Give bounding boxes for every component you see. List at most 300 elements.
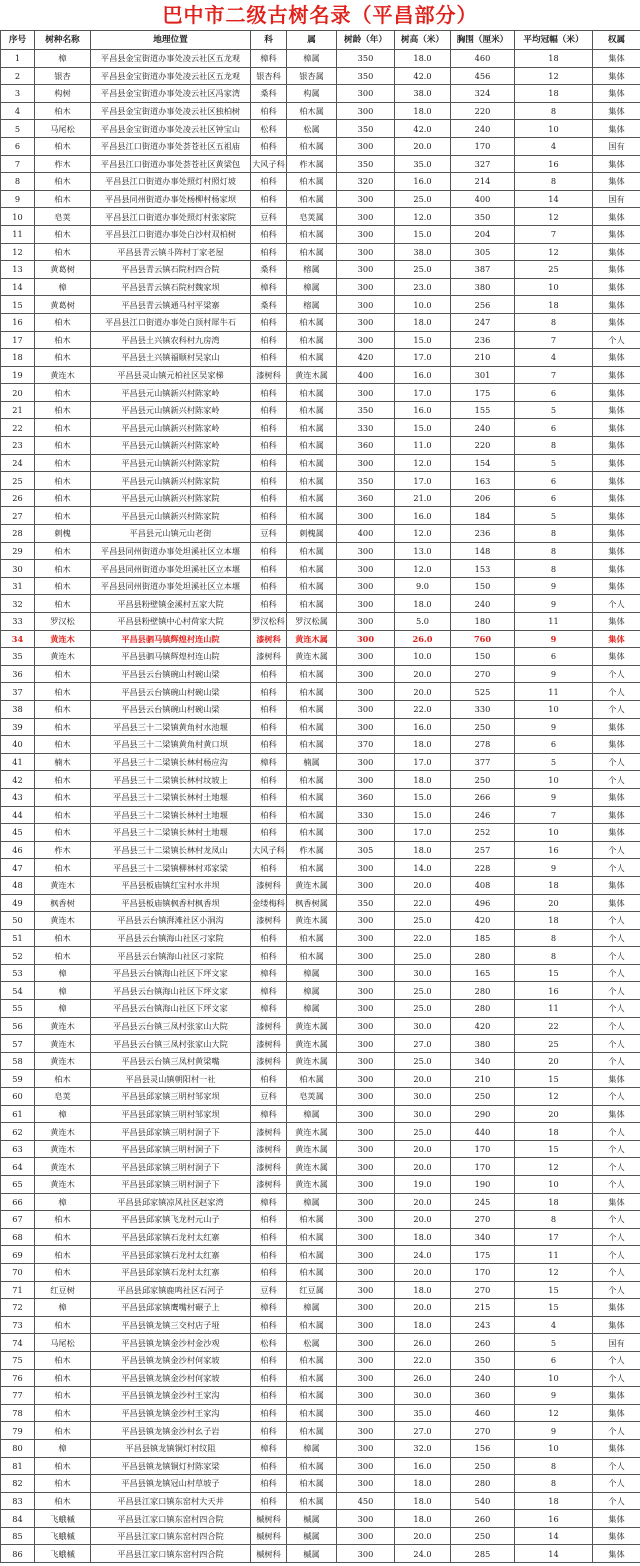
cell-ownership: 集体 [593, 876, 640, 894]
table-row [1, 225, 640, 243]
cell-height: 16.0 [395, 718, 451, 736]
cell-location: 平昌县粉壁镇金溪村五家大院 [91, 595, 251, 613]
cell-girth: 180 [451, 613, 515, 631]
cell-age: 350 [337, 401, 395, 419]
cell-ownership: 集体 [593, 50, 640, 68]
cell-age: 300 [337, 1316, 395, 1334]
cell-family: 柏科 [251, 1211, 287, 1229]
cell-ownership: 个人 [593, 595, 640, 613]
cell-genus: 松属 [287, 120, 337, 138]
cell-age: 300 [337, 683, 395, 701]
cell-age: 350 [337, 67, 395, 85]
cell-height: 16.0 [395, 366, 451, 384]
cell-height: 25.0 [395, 1123, 451, 1141]
cell-age: 300 [337, 331, 395, 349]
cell-species: 柏木 [35, 1070, 91, 1088]
cell-crown: 7 [515, 806, 593, 824]
cell-genus: 皂荚属 [287, 1088, 337, 1106]
table-row [1, 718, 640, 736]
cell-genus: 柏木属 [287, 331, 337, 349]
table-row [1, 982, 640, 1000]
cell-girth: 760 [451, 630, 515, 648]
cell-location: 平昌县三十二梁镇长林村土地堰 [91, 806, 251, 824]
cell-family: 柏科 [251, 1316, 287, 1334]
cell-location: 平昌县镇龙镇金沙村何家坡 [91, 1351, 251, 1369]
cell-ownership: 个人 [593, 1263, 640, 1281]
cell-species: 柏木 [35, 595, 91, 613]
cell-crown: 12 [515, 208, 593, 226]
cell-crown: 6 [515, 736, 593, 754]
table-row [1, 366, 640, 384]
table-row [1, 349, 640, 367]
cell-age: 300 [337, 384, 395, 402]
cell-girth: 247 [451, 313, 515, 331]
cell-height: 13.0 [395, 542, 451, 560]
cell-girth: 330 [451, 700, 515, 718]
cell-height: 23.0 [395, 278, 451, 296]
cell-genus: 柏木属 [287, 419, 337, 437]
cell-ownership: 集体 [593, 1193, 640, 1211]
cell-index: 27 [1, 507, 35, 525]
cell-genus: 柏木属 [287, 102, 337, 120]
cell-ownership: 集体 [593, 630, 640, 648]
cell-height: 27.0 [395, 1422, 451, 1440]
cell-family: 樟科 [251, 753, 287, 771]
cell-genus: 柏木属 [287, 437, 337, 455]
cell-ownership: 个人 [593, 1281, 640, 1299]
cell-location: 平昌县三十二梁镇长林村土地堰 [91, 788, 251, 806]
cell-species: 柏木 [35, 137, 91, 155]
cell-girth: 340 [451, 1052, 515, 1070]
cell-girth: 256 [451, 296, 515, 314]
cell-height: 20.0 [395, 1263, 451, 1281]
cell-location: 平昌县江家口镇东窑村大天井 [91, 1492, 251, 1510]
cell-crown: 15 [515, 1140, 593, 1158]
cell-crown: 11 [515, 683, 593, 701]
cell-location: 平昌县金宝街道办事处凌云社区钟宝山 [91, 120, 251, 138]
cell-species: 柏木 [35, 1457, 91, 1475]
cell-ownership: 集体 [593, 577, 640, 595]
table-row [1, 67, 640, 85]
cell-family: 柏科 [251, 507, 287, 525]
cell-location: 平昌县邱家镇石龙村太红寨 [91, 1246, 251, 1264]
cell-crown: 18 [515, 85, 593, 103]
cell-species: 黄连木 [35, 876, 91, 894]
cell-age: 350 [337, 120, 395, 138]
cell-age: 300 [337, 718, 395, 736]
cell-genus: 松属 [287, 1334, 337, 1352]
cell-species: 柏木 [35, 401, 91, 419]
cell-crown: 6 [515, 472, 593, 490]
table-row [1, 331, 640, 349]
cell-age: 330 [337, 419, 395, 437]
cell-height: 18.0 [395, 771, 451, 789]
cell-age: 300 [337, 1000, 395, 1018]
table-row [1, 1105, 640, 1123]
cell-crown: 4 [515, 349, 593, 367]
cell-family: 樟科 [251, 1439, 287, 1457]
cell-location: 平昌县粉壁镇中心村荷家大院 [91, 613, 251, 631]
cell-genus: 柏木属 [287, 507, 337, 525]
cell-ownership: 集体 [593, 648, 640, 666]
cell-girth: 456 [451, 67, 515, 85]
cell-height: 19.0 [395, 1176, 451, 1194]
table-row [1, 1017, 640, 1035]
header-species: 树种名称 [35, 31, 91, 50]
cell-crown: 5 [515, 507, 593, 525]
cell-location: 平昌县同州街道办事处杨柳村杨家坝 [91, 190, 251, 208]
cell-genus: 柏木属 [287, 1387, 337, 1405]
cell-age: 300 [337, 595, 395, 613]
cell-crown: 14 [515, 1527, 593, 1545]
cell-index: 40 [1, 736, 35, 754]
cell-genus: 柏木属 [287, 542, 337, 560]
cell-age: 300 [337, 824, 395, 842]
cell-ownership: 集体 [593, 261, 640, 279]
table-row [1, 788, 640, 806]
cell-genus: 樟属 [287, 50, 337, 68]
cell-height: 25.0 [395, 1000, 451, 1018]
cell-age: 300 [337, 1052, 395, 1070]
cell-height: 18.0 [395, 1475, 451, 1493]
header-age: 树龄（年） [337, 31, 395, 50]
cell-crown: 25 [515, 1035, 593, 1053]
cell-height: 15.0 [395, 419, 451, 437]
cell-species: 柏木 [35, 1246, 91, 1264]
table-row [1, 155, 640, 173]
cell-index: 38 [1, 700, 35, 718]
cell-location: 平昌县镇龙镇金沙村幺子岩 [91, 1422, 251, 1440]
cell-family: 柏科 [251, 736, 287, 754]
cell-species: 柏木 [35, 173, 91, 191]
table-row [1, 683, 640, 701]
cell-species: 构树 [35, 85, 91, 103]
cell-family: 柏科 [251, 1387, 287, 1405]
cell-location: 平昌县镇龙镇铜灯村陈家梁 [91, 1457, 251, 1475]
cell-index: 14 [1, 278, 35, 296]
cell-ownership: 集体 [593, 419, 640, 437]
cell-crown: 20 [515, 1052, 593, 1070]
cell-location: 平昌县三十二梁镇长林村坟坡上 [91, 771, 251, 789]
table-row [1, 753, 640, 771]
cell-index: 57 [1, 1035, 35, 1053]
cell-girth: 360 [451, 1387, 515, 1405]
table-row [1, 736, 640, 754]
table-row [1, 964, 640, 982]
table-row [1, 595, 640, 613]
cell-species: 刺槐 [35, 525, 91, 543]
cell-family: 柏科 [251, 1070, 287, 1088]
cell-age: 300 [337, 225, 395, 243]
cell-age: 400 [337, 366, 395, 384]
cell-crown: 10 [515, 824, 593, 842]
cell-crown: 10 [515, 1439, 593, 1457]
cell-height: 35.0 [395, 1404, 451, 1422]
table-row [1, 560, 640, 578]
cell-age: 300 [337, 665, 395, 683]
cell-crown: 7 [515, 366, 593, 384]
cell-species: 柏木 [35, 1263, 91, 1281]
cell-crown: 20 [515, 894, 593, 912]
cell-age: 300 [337, 454, 395, 472]
cell-genus: 柏木属 [287, 1316, 337, 1334]
cell-genus: 柏木属 [287, 243, 337, 261]
cell-age: 300 [337, 1369, 395, 1387]
cell-crown: 14 [515, 190, 593, 208]
cell-family: 柏科 [251, 542, 287, 560]
cell-genus: 黄连木属 [287, 1052, 337, 1070]
cell-species: 黄葛树 [35, 261, 91, 279]
cell-species: 黄连木 [35, 630, 91, 648]
cell-ownership: 集体 [593, 472, 640, 490]
cell-species: 柏木 [35, 1369, 91, 1387]
cell-ownership: 集体 [593, 1070, 640, 1088]
table-row [1, 1263, 640, 1281]
cell-family: 豆科 [251, 525, 287, 543]
cell-crown: 8 [515, 1475, 593, 1493]
cell-ownership: 集体 [593, 718, 640, 736]
table-row [1, 137, 640, 155]
cell-age: 300 [337, 190, 395, 208]
cell-height: 32.0 [395, 1439, 451, 1457]
cell-genus: 柏木属 [287, 472, 337, 490]
table-row [1, 1404, 640, 1422]
cell-location: 平昌县元山镇新兴村陈家岭 [91, 419, 251, 437]
cell-age: 300 [337, 1176, 395, 1194]
cell-height: 20.0 [395, 1193, 451, 1211]
cell-species: 柏木 [35, 349, 91, 367]
cell-genus: 黄连木属 [287, 366, 337, 384]
cell-location: 平昌县邱家镇三明村邹家坝 [91, 1105, 251, 1123]
cell-index: 83 [1, 1492, 35, 1510]
cell-age: 300 [337, 296, 395, 314]
table-row [1, 876, 640, 894]
cell-crown: 8 [515, 173, 593, 191]
table-row [1, 102, 640, 120]
cell-species: 皂荚 [35, 1088, 91, 1106]
cell-height: 17.0 [395, 753, 451, 771]
cell-location: 平昌县三十二梁镇长林村土地堰 [91, 824, 251, 842]
cell-species: 马尾松 [35, 120, 91, 138]
cell-index: 74 [1, 1334, 35, 1352]
cell-ownership: 集体 [593, 894, 640, 912]
cell-girth: 525 [451, 683, 515, 701]
cell-ownership: 个人 [593, 1158, 640, 1176]
cell-species: 黄连木 [35, 1123, 91, 1141]
cell-location: 平昌县镇龙镇金沙村王家沟 [91, 1404, 251, 1422]
cell-location: 平昌县元山镇新兴村陈家岭 [91, 384, 251, 402]
cell-girth: 240 [451, 1369, 515, 1387]
table-row [1, 542, 640, 560]
cell-family: 柏科 [251, 824, 287, 842]
cell-ownership: 个人 [593, 665, 640, 683]
cell-girth: 175 [451, 384, 515, 402]
table-row [1, 1475, 640, 1493]
cell-crown: 10 [515, 700, 593, 718]
cell-age: 300 [337, 1088, 395, 1106]
cell-index: 60 [1, 1088, 35, 1106]
cell-ownership: 国有 [593, 137, 640, 155]
cell-crown: 8 [515, 102, 593, 120]
cell-height: 22.0 [395, 1351, 451, 1369]
cell-family: 漆树科 [251, 366, 287, 384]
cell-age: 305 [337, 841, 395, 859]
table-row [1, 1387, 640, 1405]
cell-species: 柏木 [35, 859, 91, 877]
cell-species: 柏木 [35, 806, 91, 824]
cell-index: 50 [1, 912, 35, 930]
cell-ownership: 集体 [593, 525, 640, 543]
cell-species: 柏木 [35, 313, 91, 331]
table-row [1, 1351, 640, 1369]
cell-genus: 柏木属 [287, 771, 337, 789]
cell-index: 46 [1, 841, 35, 859]
cell-height: 20.0 [395, 665, 451, 683]
cell-family: 漆树科 [251, 1158, 287, 1176]
cell-age: 300 [337, 876, 395, 894]
cell-location: 平昌县云台镇海山社区下坪文家 [91, 964, 251, 982]
cell-genus: 黄连木属 [287, 648, 337, 666]
cell-location: 平昌县邱家镇三明村洞子下 [91, 1140, 251, 1158]
cell-genus: 柏木属 [287, 1070, 337, 1088]
cell-age: 320 [337, 173, 395, 191]
cell-genus: 榕属 [287, 296, 337, 314]
cell-location: 平昌县同州街道办事处坦溪社区立本堰 [91, 577, 251, 595]
table-row [1, 50, 640, 68]
cell-age: 300 [337, 313, 395, 331]
table-row [1, 859, 640, 877]
cell-girth: 420 [451, 912, 515, 930]
cell-girth: 210 [451, 1070, 515, 1088]
cell-genus: 皂荚属 [287, 208, 337, 226]
cell-crown: 6 [515, 1351, 593, 1369]
cell-genus: 柏木属 [287, 173, 337, 191]
cell-crown: 4 [515, 1316, 593, 1334]
cell-ownership: 个人 [593, 1035, 640, 1053]
table-row [1, 1299, 640, 1317]
cell-family: 樟科 [251, 1000, 287, 1018]
cell-height: 18.0 [395, 1492, 451, 1510]
cell-index: 77 [1, 1387, 35, 1405]
cell-location: 平昌县驷马镇辉煌村连山院 [91, 630, 251, 648]
cell-ownership: 集体 [593, 736, 640, 754]
cell-height: 25.0 [395, 261, 451, 279]
table-row [1, 1334, 640, 1352]
cell-family: 柏科 [251, 1475, 287, 1493]
cell-species: 柏木 [35, 683, 91, 701]
cell-girth: 240 [451, 120, 515, 138]
cell-genus: 柏木属 [287, 718, 337, 736]
cell-height: 16.0 [395, 173, 451, 191]
cell-age: 300 [337, 964, 395, 982]
cell-ownership: 个人 [593, 1123, 640, 1141]
table-row [1, 1140, 640, 1158]
cell-height: 38.0 [395, 85, 451, 103]
cell-crown: 4 [515, 137, 593, 155]
cell-crown: 5 [515, 1334, 593, 1352]
cell-girth: 215 [451, 1299, 515, 1317]
cell-age: 300 [337, 982, 395, 1000]
cell-age: 300 [337, 1422, 395, 1440]
cell-age: 300 [337, 1017, 395, 1035]
cell-crown: 9 [515, 718, 593, 736]
cell-index: 11 [1, 225, 35, 243]
cell-age: 300 [337, 1475, 395, 1493]
cell-height: 15.0 [395, 806, 451, 824]
cell-species: 柏木 [35, 577, 91, 595]
cell-crown: 16 [515, 841, 593, 859]
cell-index: 82 [1, 1475, 35, 1493]
cell-genus: 柏木属 [287, 560, 337, 578]
cell-ownership: 个人 [593, 771, 640, 789]
cell-index: 81 [1, 1457, 35, 1475]
cell-crown: 16 [515, 982, 593, 1000]
cell-genus: 柏木属 [287, 806, 337, 824]
cell-index: 62 [1, 1123, 35, 1141]
cell-species: 柏木 [35, 437, 91, 455]
cell-index: 21 [1, 401, 35, 419]
cell-family: 樟科 [251, 50, 287, 68]
cell-ownership: 个人 [593, 1369, 640, 1387]
header-location: 地理位置 [91, 31, 251, 50]
cell-index: 47 [1, 859, 35, 877]
cell-girth: 246 [451, 806, 515, 824]
table-row [1, 1281, 640, 1299]
cell-family: 桑科 [251, 296, 287, 314]
cell-species: 红豆树 [35, 1281, 91, 1299]
cell-genus: 黄连木属 [287, 1017, 337, 1035]
cell-species: 黄连木 [35, 1158, 91, 1176]
cell-crown: 11 [515, 613, 593, 631]
cell-genus: 柞木属 [287, 841, 337, 859]
cell-height: 18.0 [395, 595, 451, 613]
cell-family: 柏科 [251, 595, 287, 613]
cell-family: 槭树科 [251, 1527, 287, 1545]
cell-location: 平昌县邱家镇凉风社区赵家湾 [91, 1193, 251, 1211]
cell-girth: 236 [451, 331, 515, 349]
cell-family: 樟科 [251, 964, 287, 982]
cell-genus: 樟属 [287, 1299, 337, 1317]
cell-height: 35.0 [395, 155, 451, 173]
cell-genus: 黄连木属 [287, 1158, 337, 1176]
cell-girth: 290 [451, 1105, 515, 1123]
cell-girth: 324 [451, 85, 515, 103]
cell-genus: 柏木属 [287, 1404, 337, 1422]
cell-family: 柏科 [251, 1492, 287, 1510]
cell-location: 平昌县金宝街道办事处凌云社区独柏树 [91, 102, 251, 120]
cell-index: 55 [1, 1000, 35, 1018]
cell-family: 柏科 [251, 947, 287, 965]
cell-crown: 12 [515, 1404, 593, 1422]
cell-genus: 柏木属 [287, 489, 337, 507]
header-index: 序号 [1, 31, 35, 50]
cell-species: 柏木 [35, 384, 91, 402]
cell-ownership: 个人 [593, 841, 640, 859]
cell-family: 柏科 [251, 472, 287, 490]
cell-species: 皂荚 [35, 208, 91, 226]
cell-height: 30.0 [395, 964, 451, 982]
cell-ownership: 集体 [593, 1545, 640, 1563]
cell-ownership: 个人 [593, 700, 640, 718]
cell-girth: 252 [451, 824, 515, 842]
cell-location: 平昌县青云镇通马村平梁寨 [91, 296, 251, 314]
cell-crown: 10 [515, 1369, 593, 1387]
cell-genus: 枫香树属 [287, 894, 337, 912]
cell-ownership: 个人 [593, 1422, 640, 1440]
cell-genus: 黄连木属 [287, 912, 337, 930]
cell-location: 平昌县三十二梁镇长林村杨应沟 [91, 753, 251, 771]
cell-location: 平昌县元山镇元山老街 [91, 525, 251, 543]
